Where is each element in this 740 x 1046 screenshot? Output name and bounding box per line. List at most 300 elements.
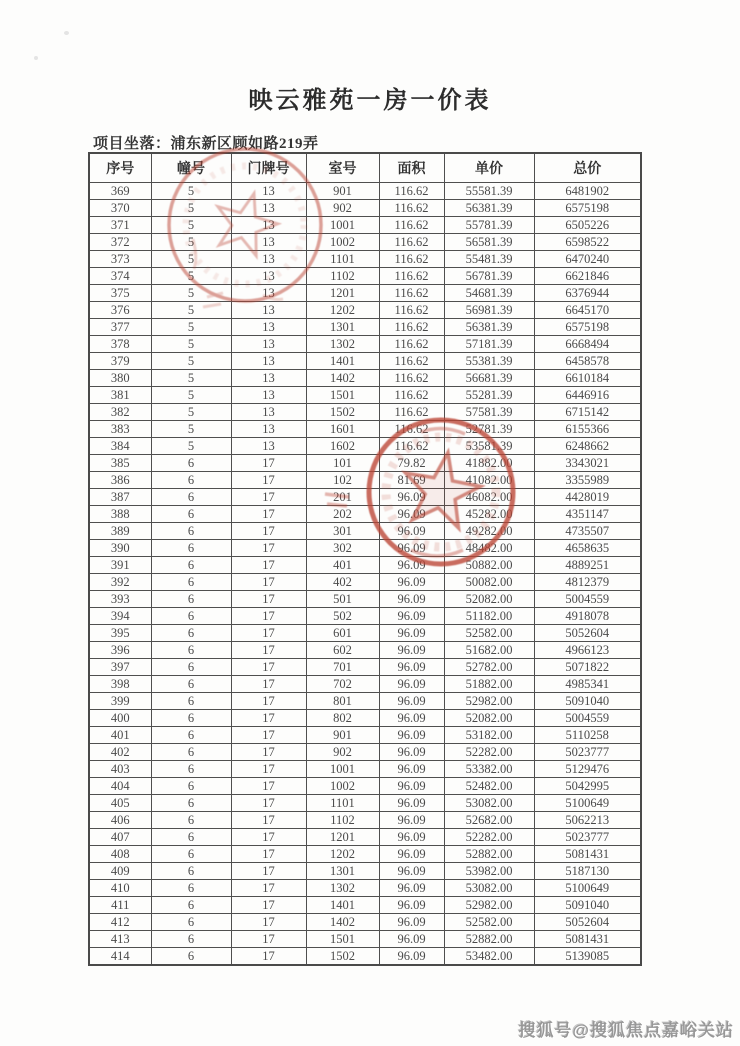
table-cell: 6	[151, 590, 231, 607]
table-cell: 1302	[306, 335, 379, 352]
table-cell: 6	[151, 913, 231, 930]
table-cell: 4889251	[534, 556, 641, 573]
table-cell: 4351147	[534, 505, 641, 522]
table-cell: 5	[151, 250, 231, 267]
table-cell: 6575198	[534, 318, 641, 335]
table-cell: 411	[89, 896, 151, 913]
table-cell: 701	[306, 658, 379, 675]
table-cell: 4735507	[534, 522, 641, 539]
table-cell: 17	[231, 811, 306, 828]
table-cell: 5091040	[534, 896, 641, 913]
table-cell: 5	[151, 420, 231, 437]
table-cell: 96.09	[379, 573, 444, 590]
table-cell: 4812379	[534, 573, 641, 590]
table-cell: 6481902	[534, 182, 641, 199]
table-cell: 96.09	[379, 658, 444, 675]
column-header: 室号	[306, 153, 379, 182]
table-cell: 51682.00	[444, 641, 534, 658]
table-cell: 51882.00	[444, 675, 534, 692]
column-header: 门牌号	[231, 153, 306, 182]
table-cell: 5052604	[534, 913, 641, 930]
table-row	[89, 488, 641, 505]
table-cell: 96.09	[379, 828, 444, 845]
table-cell: 412	[89, 913, 151, 930]
table-cell: 17	[231, 556, 306, 573]
table-cell: 17	[231, 777, 306, 794]
table-cell: 6	[151, 488, 231, 505]
table-cell: 55281.39	[444, 386, 534, 403]
table-cell: 5	[151, 233, 231, 250]
table-row	[89, 233, 641, 250]
table-cell: 6248662	[534, 437, 641, 454]
table-cell: 1202	[306, 845, 379, 862]
table-cell: 116.62	[379, 216, 444, 233]
project-location: 项目坐落：浦东新区顾如路219弄	[93, 136, 319, 152]
table-cell: 6470240	[534, 250, 641, 267]
table-cell: 96.09	[379, 896, 444, 913]
table-row	[89, 505, 641, 522]
table-cell: 96.09	[379, 777, 444, 794]
table-cell: 56981.39	[444, 301, 534, 318]
table-cell: 56681.39	[444, 369, 534, 386]
table-cell: 406	[89, 811, 151, 828]
scan-speck	[64, 31, 69, 35]
table-cell: 6	[151, 726, 231, 743]
table-cell: 409	[89, 862, 151, 879]
table-cell: 5	[151, 352, 231, 369]
table-cell: 388	[89, 505, 151, 522]
table-cell: 5004559	[534, 590, 641, 607]
table-cell: 96.09	[379, 845, 444, 862]
table-cell: 379	[89, 352, 151, 369]
table-cell: 96.09	[379, 879, 444, 896]
table-cell: 6505226	[534, 216, 641, 233]
table-cell: 55481.39	[444, 250, 534, 267]
table-cell: 1101	[306, 250, 379, 267]
table-cell: 5	[151, 403, 231, 420]
table-cell: 391	[89, 556, 151, 573]
table-cell: 6	[151, 896, 231, 913]
table-cell: 116.62	[379, 301, 444, 318]
table-row	[89, 845, 641, 862]
column-header: 单价	[444, 153, 534, 182]
table-row	[89, 420, 641, 437]
table-row	[89, 216, 641, 233]
table-cell: 13	[231, 369, 306, 386]
table-cell: 397	[89, 658, 151, 675]
table-cell: 370	[89, 199, 151, 216]
table-cell: 17	[231, 607, 306, 624]
table-cell: 17	[231, 624, 306, 641]
table-cell: 96.09	[379, 743, 444, 760]
table-cell: 6	[151, 930, 231, 947]
table-row	[89, 794, 641, 811]
table-cell: 41082.00	[444, 471, 534, 488]
table-cell: 1402	[306, 913, 379, 930]
table-row	[89, 471, 641, 488]
table-cell: 6458578	[534, 352, 641, 369]
table-row	[89, 250, 641, 267]
table-cell: 5	[151, 267, 231, 284]
table-cell: 46082.00	[444, 488, 534, 505]
table-cell: 13	[231, 437, 306, 454]
table-row	[89, 777, 641, 794]
table-cell: 96.09	[379, 624, 444, 641]
table-cell: 6	[151, 658, 231, 675]
table-cell: 6	[151, 845, 231, 862]
table-row	[89, 403, 641, 420]
table-cell: 6	[151, 641, 231, 658]
table-cell: 53082.00	[444, 794, 534, 811]
table-cell: 389	[89, 522, 151, 539]
table-cell: 116.62	[379, 335, 444, 352]
table-cell: 5187130	[534, 862, 641, 879]
table-cell: 17	[231, 641, 306, 658]
table-row	[89, 607, 641, 624]
table-cell: 6715142	[534, 403, 641, 420]
table-cell: 901	[306, 182, 379, 199]
table-cell: 55381.39	[444, 352, 534, 369]
table-cell: 79.82	[379, 454, 444, 471]
table-cell: 13	[231, 352, 306, 369]
table-cell: 17	[231, 590, 306, 607]
table-cell: 81.69	[379, 471, 444, 488]
table-cell: 13	[231, 267, 306, 284]
table-cell: 6	[151, 692, 231, 709]
table-cell: 407	[89, 828, 151, 845]
table-cell: 49282.00	[444, 522, 534, 539]
table-cell: 404	[89, 777, 151, 794]
table-cell: 6575198	[534, 199, 641, 216]
table-cell: 392	[89, 573, 151, 590]
table-cell: 702	[306, 675, 379, 692]
table-row	[89, 879, 641, 896]
table-cell: 402	[306, 573, 379, 590]
table-cell: 393	[89, 590, 151, 607]
table-cell: 17	[231, 573, 306, 590]
table-cell: 6	[151, 573, 231, 590]
table-cell: 6	[151, 811, 231, 828]
table-cell: 56781.39	[444, 267, 534, 284]
table-cell: 55581.39	[444, 182, 534, 199]
table-cell: 6	[151, 760, 231, 777]
table-cell: 1201	[306, 284, 379, 301]
table-cell: 96.09	[379, 607, 444, 624]
table-cell: 13	[231, 420, 306, 437]
table-row	[89, 573, 641, 590]
table-cell: 901	[306, 726, 379, 743]
table-row	[89, 369, 641, 386]
price-table-body	[89, 182, 641, 965]
table-cell: 53482.00	[444, 947, 534, 965]
table-cell: 116.62	[379, 318, 444, 335]
table-cell: 13	[231, 250, 306, 267]
table-cell: 1002	[306, 233, 379, 250]
table-cell: 302	[306, 539, 379, 556]
table-row	[89, 437, 641, 454]
table-cell: 380	[89, 369, 151, 386]
table-cell: 13	[231, 182, 306, 199]
table-cell: 17	[231, 522, 306, 539]
table-cell: 383	[89, 420, 151, 437]
table-cell: 17	[231, 760, 306, 777]
table-cell: 96.09	[379, 539, 444, 556]
table-cell: 116.62	[379, 386, 444, 403]
table-cell: 602	[306, 641, 379, 658]
table-cell: 6	[151, 539, 231, 556]
table-cell: 6	[151, 471, 231, 488]
table-cell: 399	[89, 692, 151, 709]
table-cell: 377	[89, 318, 151, 335]
table-cell: 5	[151, 335, 231, 352]
table-cell: 13	[231, 199, 306, 216]
table-cell: 96.09	[379, 692, 444, 709]
table-cell: 802	[306, 709, 379, 726]
table-row	[89, 454, 641, 471]
table-cell: 5071822	[534, 658, 641, 675]
table-cell: 5081431	[534, 930, 641, 947]
table-row	[89, 352, 641, 369]
table-cell: 116.62	[379, 352, 444, 369]
table-cell: 116.62	[379, 437, 444, 454]
table-row	[89, 199, 641, 216]
table-cell: 382	[89, 403, 151, 420]
table-cell: 116.62	[379, 284, 444, 301]
table-header-row	[89, 153, 641, 182]
table-cell: 96.09	[379, 726, 444, 743]
table-cell: 374	[89, 267, 151, 284]
table-cell: 5	[151, 216, 231, 233]
table-cell: 3343021	[534, 454, 641, 471]
table-cell: 51182.00	[444, 607, 534, 624]
table-cell: 96.09	[379, 675, 444, 692]
table-cell: 56381.39	[444, 199, 534, 216]
table-cell: 96.09	[379, 794, 444, 811]
table-cell: 1101	[306, 794, 379, 811]
table-row	[89, 335, 641, 352]
table-cell: 1302	[306, 879, 379, 896]
table-cell: 17	[231, 879, 306, 896]
table-cell: 6668494	[534, 335, 641, 352]
table-cell: 17	[231, 454, 306, 471]
table-cell: 6610184	[534, 369, 641, 386]
table-cell: 52682.00	[444, 811, 534, 828]
table-cell: 5110258	[534, 726, 641, 743]
table-cell: 41882.00	[444, 454, 534, 471]
table-cell: 53382.00	[444, 760, 534, 777]
table-row	[89, 743, 641, 760]
column-header: 幢号	[151, 153, 231, 182]
table-cell: 48482.00	[444, 539, 534, 556]
column-header: 面积	[379, 153, 444, 182]
table-cell: 6	[151, 777, 231, 794]
table-cell: 6	[151, 556, 231, 573]
table-cell: 5	[151, 437, 231, 454]
table-cell: 17	[231, 794, 306, 811]
table-cell: 13	[231, 216, 306, 233]
table-cell: 5042995	[534, 777, 641, 794]
table-cell: 5062213	[534, 811, 641, 828]
table-cell: 17	[231, 743, 306, 760]
table-cell: 6645170	[534, 301, 641, 318]
table-cell: 57181.39	[444, 335, 534, 352]
table-cell: 6446916	[534, 386, 641, 403]
table-cell: 6621846	[534, 267, 641, 284]
table-cell: 53581.39	[444, 437, 534, 454]
table-cell: 202	[306, 505, 379, 522]
table-cell: 381	[89, 386, 151, 403]
table-cell: 387	[89, 488, 151, 505]
column-header: 序号	[89, 153, 151, 182]
table-cell: 1502	[306, 947, 379, 965]
table-cell: 6	[151, 879, 231, 896]
table-cell: 1001	[306, 760, 379, 777]
table-row	[89, 301, 641, 318]
table-cell: 52482.00	[444, 777, 534, 794]
table-cell: 1002	[306, 777, 379, 794]
table-cell: 50882.00	[444, 556, 534, 573]
table-cell: 6	[151, 675, 231, 692]
table-cell: 6598522	[534, 233, 641, 250]
table-cell: 5	[151, 199, 231, 216]
table-cell: 96.09	[379, 930, 444, 947]
table-cell: 403	[89, 760, 151, 777]
table-cell: 13	[231, 335, 306, 352]
table-row	[89, 692, 641, 709]
table-cell: 96.09	[379, 913, 444, 930]
table-cell: 396	[89, 641, 151, 658]
table-cell: 56581.39	[444, 233, 534, 250]
table-cell: 413	[89, 930, 151, 947]
table-cell: 17	[231, 471, 306, 488]
table-cell: 390	[89, 539, 151, 556]
table-cell: 96.09	[379, 522, 444, 539]
table-cell: 52882.00	[444, 845, 534, 862]
table-cell: 376	[89, 301, 151, 318]
table-cell: 5091040	[534, 692, 641, 709]
table-cell: 1202	[306, 301, 379, 318]
table-row	[89, 828, 641, 845]
table-cell: 4918078	[534, 607, 641, 624]
table-cell: 116.62	[379, 250, 444, 267]
table-cell: 17	[231, 709, 306, 726]
table-cell: 96.09	[379, 709, 444, 726]
table-cell: 52082.00	[444, 590, 534, 607]
table-cell: 6	[151, 709, 231, 726]
table-row	[89, 760, 641, 777]
table-cell: 6	[151, 505, 231, 522]
table-cell: 414	[89, 947, 151, 965]
table-cell: 17	[231, 896, 306, 913]
table-cell: 5004559	[534, 709, 641, 726]
table-cell: 17	[231, 930, 306, 947]
table-cell: 395	[89, 624, 151, 641]
table-cell: 4966123	[534, 641, 641, 658]
table-cell: 17	[231, 488, 306, 505]
table-cell: 53082.00	[444, 879, 534, 896]
table-cell: 13	[231, 301, 306, 318]
table-cell: 4658635	[534, 539, 641, 556]
table-cell: 1502	[306, 403, 379, 420]
table-row	[89, 658, 641, 675]
table-cell: 96.09	[379, 590, 444, 607]
table-cell: 13	[231, 233, 306, 250]
table-row	[89, 182, 641, 199]
watermark-text: 搜狐号@搜狐焦点嘉峪关站	[518, 1021, 734, 1040]
table-cell: 5023777	[534, 743, 641, 760]
table-cell: 400	[89, 709, 151, 726]
table-cell: 45282.00	[444, 505, 534, 522]
table-row	[89, 709, 641, 726]
table-cell: 13	[231, 318, 306, 335]
table-row	[89, 913, 641, 930]
table-cell: 501	[306, 590, 379, 607]
table-row	[89, 539, 641, 556]
table-cell: 54681.39	[444, 284, 534, 301]
table-cell: 17	[231, 845, 306, 862]
table-cell: 56381.39	[444, 318, 534, 335]
table-cell: 17	[231, 947, 306, 965]
table-cell: 372	[89, 233, 151, 250]
table-cell: 1402	[306, 369, 379, 386]
table-cell: 116.62	[379, 403, 444, 420]
table-cell: 5	[151, 386, 231, 403]
table-cell: 116.62	[379, 233, 444, 250]
table-cell: 116.62	[379, 182, 444, 199]
table-cell: 52782.00	[444, 658, 534, 675]
table-cell: 96.09	[379, 556, 444, 573]
table-cell: 52082.00	[444, 709, 534, 726]
table-cell: 3355989	[534, 471, 641, 488]
table-cell: 5139085	[534, 947, 641, 965]
table-row	[89, 675, 641, 692]
table-cell: 6	[151, 454, 231, 471]
table-cell: 1602	[306, 437, 379, 454]
table-cell: 52582.00	[444, 913, 534, 930]
table-cell: 394	[89, 607, 151, 624]
table-cell: 5100649	[534, 879, 641, 896]
table-cell: 6155366	[534, 420, 641, 437]
table-row	[89, 386, 641, 403]
table-cell: 52282.00	[444, 828, 534, 845]
table-row	[89, 267, 641, 284]
table-cell: 96.09	[379, 488, 444, 505]
table-cell: 5	[151, 369, 231, 386]
table-row	[89, 930, 641, 947]
table-cell: 1401	[306, 352, 379, 369]
table-cell: 1601	[306, 420, 379, 437]
table-cell: 502	[306, 607, 379, 624]
table-cell: 410	[89, 879, 151, 896]
table-cell: 601	[306, 624, 379, 641]
table-cell: 52882.00	[444, 930, 534, 947]
table-cell: 5	[151, 284, 231, 301]
table-cell: 55781.39	[444, 216, 534, 233]
table-cell: 5081431	[534, 845, 641, 862]
table-cell: 116.62	[379, 420, 444, 437]
table-cell: 17	[231, 692, 306, 709]
table-cell: 375	[89, 284, 151, 301]
table-cell: 386	[89, 471, 151, 488]
table-cell: 6	[151, 607, 231, 624]
table-cell: 96.09	[379, 862, 444, 879]
table-cell: 52982.00	[444, 692, 534, 709]
table-cell: 201	[306, 488, 379, 505]
table-cell: 6	[151, 947, 231, 965]
table-cell: 102	[306, 471, 379, 488]
table-cell: 6376944	[534, 284, 641, 301]
table-cell: 1102	[306, 267, 379, 284]
